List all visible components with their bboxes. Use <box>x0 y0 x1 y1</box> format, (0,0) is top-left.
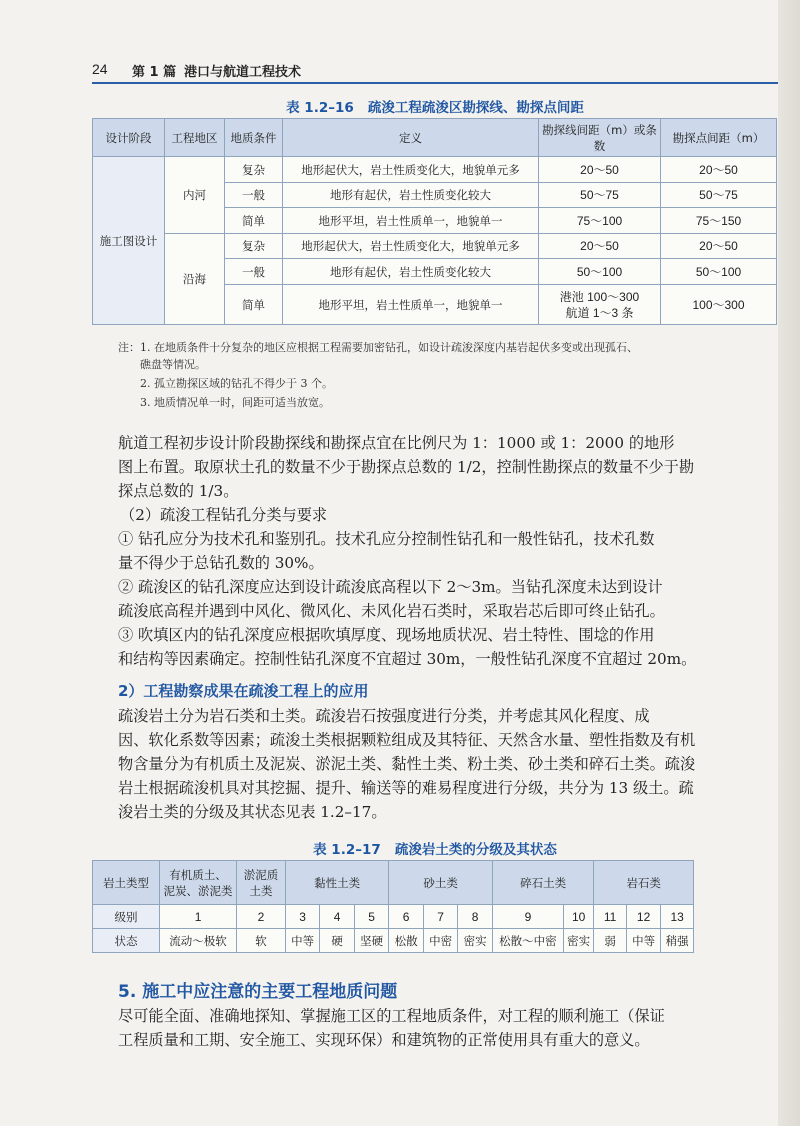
t16-header-geology: 地质条件 <box>225 119 283 157</box>
t16-definition-cell: 地形平坦，岩土性质单一，地貌单一 <box>283 285 539 325</box>
text-line: ① 钻孔应分为技术孔和鉴别孔。技术孔应分控制性钻孔和一般性钻孔，技术孔数 <box>118 530 655 548</box>
text-line: 疏浚岩土分为岩石类和土类。疏浚岩石按强度进行分类，并考虑其风化程度、成 <box>118 707 650 725</box>
note-line: 1. 在地质条件十分复杂的地区应根据工程需要加密钻孔，如设计疏浚深度内基岩起伏多变或出现孤石、 <box>140 341 638 354</box>
t17-state-cell: 坚硬 <box>354 929 389 953</box>
text-line: 疏浚底高程并遇到中风化、微风化、未风化岩石类时，采取岩芯后即可终止钻孔。 <box>118 602 665 620</box>
t16-header-region: 工程地区 <box>165 119 225 157</box>
t16-definition-cell: 地形起伏大，岩土性质变化大，地貌单元多 <box>283 234 539 259</box>
t16-header-definition: 定义 <box>283 119 539 157</box>
notes-label: 注： <box>118 341 140 354</box>
note-line: 礁盘等情况。 <box>140 358 206 371</box>
t17-state-cell: 松散～中密 <box>492 929 563 953</box>
text-line: 岩土根据疏浚机具对其挖掘、提升、输送等的难易程度进行分级，共分为 13 级土。疏 <box>118 779 694 797</box>
t17-type-sand: 砂土类 <box>389 861 493 905</box>
note-line: 3. 地质情况单一时，间距可适当放宽。 <box>140 396 330 409</box>
text-line: ③ 吹填区内的钻孔深度应根据吹填厚度、现场地质状况、岩土特性、围埝的作用 <box>118 626 655 644</box>
t17-grade-label: 级别 <box>93 905 160 929</box>
t16-region-river: 内河 <box>165 157 225 234</box>
t16-point-cell: 20～50 <box>661 234 777 259</box>
table-16-caption: 表 1.2–16 疏浚工程疏浚区勘探线、勘探点间距 <box>286 100 584 116</box>
note-line: 2. 孤立勘探区域的钻孔不得少于 3 个。 <box>140 377 333 390</box>
t16-definition-cell: 地形起伏大，岩土性质变化大，地貌单元多 <box>283 157 539 183</box>
t16-line-cell: 20～50 <box>539 157 661 183</box>
t17-type-rock: 岩石类 <box>594 861 694 905</box>
t16-header-stage: 设计阶段 <box>93 119 165 157</box>
text-line: 尽可能全面、准确地探知、掌握施工区的工程地质条件，对工程的顺利施工（保证 <box>118 1007 665 1025</box>
t16-geology-cell: 复杂 <box>225 234 283 259</box>
t17-state-cell: 密实 <box>563 929 593 953</box>
t16-line-cell: 港池 100～300 航道 1～3 条 <box>539 285 661 325</box>
t17-state-cell: 中等 <box>626 929 661 953</box>
t16-point-cell: 50～100 <box>661 259 777 285</box>
text-line: 和结构等因素确定。控制性钻孔深度不宜超过 30m，一般性钻孔深度不宜超过 20m。 <box>118 650 697 668</box>
t17-type-cohesive: 黏性土类 <box>285 861 389 905</box>
section-heading-5: 5. 施工中应注意的主要工程地质问题 <box>118 982 398 1002</box>
t16-geology-cell: 一般 <box>225 259 283 285</box>
t17-grade-cell: 9 <box>492 905 563 929</box>
subsection-title: （2）疏浚工程钻孔分类与要求 <box>120 506 328 524</box>
t17-grade-cell: 7 <box>423 905 458 929</box>
t17-state-cell: 流动～极软 <box>159 929 236 953</box>
text-line: 因、软化系数等因素；疏浚土类根据颗粒组成及其特征、天然含水量、塑性指数及有机 <box>118 731 696 749</box>
part-title: 港口与航道工程技术 <box>184 65 302 80</box>
t17-grade-cell: 10 <box>563 905 593 929</box>
t16-line-cell: 50～100 <box>539 259 661 285</box>
t17-state-cell: 中等 <box>285 929 320 953</box>
t17-grade-cell: 1 <box>159 905 236 929</box>
text-line: ② 疏浚区的钻孔深度应达到设计疏浚底高程以下 2～3m。当钻孔深度未达到设计 <box>118 578 663 596</box>
t16-stage-cell: 施工图设计 <box>93 157 165 325</box>
t17-grade-cell: 3 <box>285 905 320 929</box>
text-line: 物含量分为有机质土及泥炭、淤泥土类、黏性土类、粉土类、砂土类和碎石土类。疏浚 <box>118 755 696 773</box>
t17-state-cell: 稍强 <box>661 929 694 953</box>
t17-grade-cell: 11 <box>594 905 626 929</box>
t17-grade-cell: 8 <box>458 905 493 929</box>
page-number: 24 <box>92 61 108 77</box>
t16-point-cell: 100～300 <box>661 285 777 325</box>
text-line: 航道工程初步设计阶段勘探线和勘探点宜在比例尺为 1：1000 或 1：2000 的地形 <box>118 434 675 452</box>
part-label: 第 1 篇 <box>132 65 177 80</box>
t17-grade-cell: 5 <box>354 905 389 929</box>
t16-line-cell: 20～50 <box>539 234 661 259</box>
t16-point-cell: 20～50 <box>661 157 777 183</box>
t17-type-gravel: 碎石土类 <box>492 861 593 905</box>
table-17 <box>92 860 694 953</box>
t17-state-cell: 硬 <box>320 929 355 953</box>
t17-type-muddy: 淤泥质 土类 <box>237 861 286 905</box>
t17-state-cell: 软 <box>237 929 286 953</box>
t16-line-cell: 50～75 <box>539 183 661 208</box>
body-paragraph-3 <box>118 1004 782 1052</box>
t17-state-cell: 弱 <box>594 929 626 953</box>
t17-grade-cell: 6 <box>389 905 424 929</box>
t17-type-label: 岩土类型 <box>93 861 160 905</box>
t16-geology-cell: 简单 <box>225 208 283 234</box>
t16-geology-cell: 一般 <box>225 183 283 208</box>
t17-grade-cell: 2 <box>237 905 286 929</box>
t16-region-sea: 沿海 <box>165 234 225 325</box>
table-16 <box>92 118 777 325</box>
t17-grade-cell: 12 <box>626 905 661 929</box>
running-head <box>92 58 778 84</box>
t16-definition-cell: 地形平坦，岩土性质单一，地貌单一 <box>283 208 539 234</box>
text-line: 探点总数的 1/3。 <box>118 482 239 500</box>
t16-header-line-spacing: 勘探线间距（m）或条数 <box>539 119 661 157</box>
t17-grade-cell: 13 <box>661 905 694 929</box>
text-line: 工程质量和工期、安全施工、实现环保）和建筑物的正常使用具有重大的意义。 <box>118 1031 650 1049</box>
t17-state-cell: 密实 <box>458 929 493 953</box>
table-17-caption: 表 1.2–17 疏浚岩土类的分级及其状态 <box>313 842 557 858</box>
t17-type-organic: 有机质土、 泥炭、淤泥类 <box>159 861 236 905</box>
t17-state-label: 状态 <box>93 929 160 953</box>
t16-line-cell: 75～100 <box>539 208 661 234</box>
t16-geology-cell: 复杂 <box>225 157 283 183</box>
body-paragraph-1 <box>118 431 782 671</box>
body-paragraph-2 <box>118 704 782 824</box>
t17-state-cell: 松散 <box>389 929 424 953</box>
text-line: 量不得少于总钻孔数的 30%。 <box>118 554 324 572</box>
text-line: 浚岩土类的分级及其状态见表 1.2–17。 <box>118 803 387 821</box>
t16-point-cell: 50～75 <box>661 183 777 208</box>
t17-grade-cell: 4 <box>320 905 355 929</box>
text-line: 图上布置。取原状土孔的数量不少于勘探点总数的 1/2，控制性勘探点的数量不少于勘 <box>118 458 695 476</box>
t16-definition-cell: 地形有起伏，岩土性质变化较大 <box>283 183 539 208</box>
t16-definition-cell: 地形有起伏，岩土性质变化较大 <box>283 259 539 285</box>
t16-geology-cell: 简单 <box>225 285 283 325</box>
section-heading-2: 2）工程勘察成果在疏浚工程上的应用 <box>118 682 369 700</box>
t17-state-cell: 中密 <box>423 929 458 953</box>
t16-point-cell: 75～150 <box>661 208 777 234</box>
t16-header-point-spacing: 勘探点间距（m） <box>661 119 777 157</box>
